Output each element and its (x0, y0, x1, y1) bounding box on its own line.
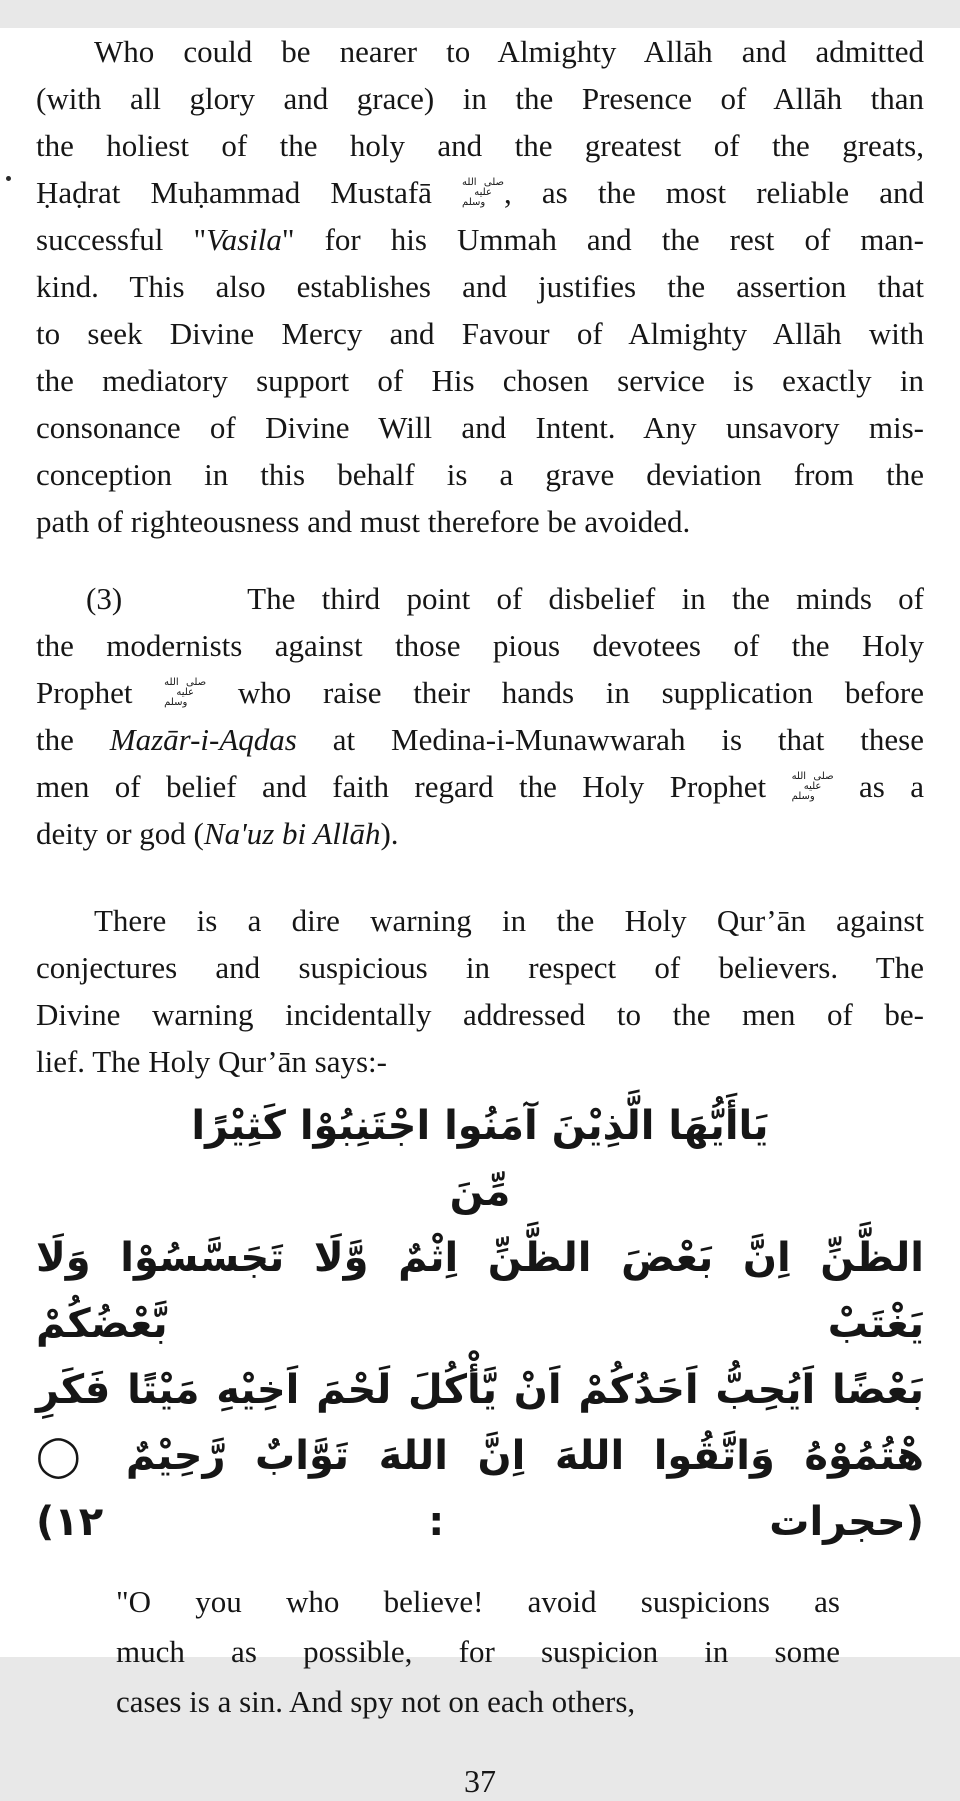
text-run: at Medina-i-Munawwarah is that these (296, 722, 925, 757)
text-line (36, 75, 924, 122)
text-line (36, 357, 924, 404)
quran-arabic-line: هْتُمُوْهُ وَاتَّقُوا اللهَ اِنَّ اللهَ تَوَّابٌ رَّحِيْمٌ ◯ (حجرات : ۱۲) (36, 1433, 924, 1545)
italic-term: Vasila (206, 222, 282, 257)
quran-arabic-line: الظَّنِّ اِنَّ بَعْضَ الظَّنِّ اِثْمٌ وَّلَا تَجَسَّسُوْا وَلَا يَغْتَبْ بَّعْضُكُمْ (36, 1235, 924, 1347)
text-run: " for his Ummah and the rest of man- (281, 222, 924, 257)
body-paragraphs (36, 28, 924, 1085)
text-line (36, 451, 924, 498)
text-run: the modernists against those pious devotees of the Holy (36, 628, 924, 663)
text-run: Ḥaḍrat Muḥammad Mustafā (36, 175, 463, 210)
quran-verse-block (36, 1093, 924, 1555)
text-run: Divine warning incidentally addressed to the men of be- (36, 997, 924, 1032)
text-run: There is a dire warning in the Holy Qur’ān against (94, 903, 924, 938)
text-run: the mediatory support of His chosen service is exactly in (36, 363, 924, 398)
text-line (36, 404, 924, 451)
text-line (36, 622, 924, 669)
text-run: consonance of Divine Will and Intent. Any unsavory mis- (36, 410, 924, 445)
text-run: lief. The Holy Qur’ān says:- (36, 1044, 387, 1079)
text-line (36, 498, 924, 545)
text-run: Prophet (36, 675, 165, 710)
para-third-point (36, 575, 924, 857)
text-line (36, 310, 924, 357)
text-run: The third point of disbelief in the minds of (247, 581, 924, 616)
text-run: the (36, 722, 110, 757)
text-run: (3) (86, 581, 123, 616)
text-line (36, 28, 924, 75)
italic-term: Mazār-i-Aqdas (109, 722, 297, 757)
para-dire-warning (36, 897, 924, 1085)
text-line (36, 575, 924, 622)
page-number: 37 (464, 1763, 496, 1799)
text-line (36, 263, 924, 310)
quran-arabic-line: يَاأَيُّهَا الَّذِيْنَ آمَنُوا اجْتَنِبُوْا كَثِيْرًا مِّنَ (191, 1103, 769, 1215)
sallallahu-alayhi-wasallam-icon: صلى الله عليه وسلم (462, 176, 505, 208)
text-run: who raise their hands in supplication before (206, 675, 924, 710)
para-nearness-to-allah (36, 28, 924, 545)
italic-term: Na'uz bi Allāh (203, 816, 381, 851)
scan-speck (6, 176, 11, 181)
text-line (36, 716, 924, 763)
text-line (36, 1038, 924, 1085)
text-line (36, 216, 924, 263)
content (36, 28, 924, 1801)
book-page (0, 28, 960, 1799)
text-line (36, 669, 924, 716)
text-run: kind. This also establishes and justifies the assertion that (36, 269, 924, 304)
translation-line: much as possible, for suspicion in some (116, 1634, 840, 1669)
translation-line: "O you who believe! avoid suspicions as (116, 1584, 840, 1619)
text-run: path of righteousness and must therefore be avoided. (36, 504, 691, 539)
verse-translation-block (116, 1577, 840, 1727)
text-line (36, 944, 924, 991)
text-run: , as the most reliable and (504, 175, 924, 210)
text-run: as a (833, 769, 924, 804)
translation-line: cases is a sin. And spy not on each others, (116, 1684, 636, 1719)
text-run: deity or god ( (36, 816, 204, 851)
text-line (36, 991, 924, 1038)
text-run: conjectures and suspicious in respect of believers. The (36, 950, 924, 985)
text-run: successful " (36, 222, 207, 257)
text-line (36, 810, 924, 857)
sallallahu-alayhi-wasallam-icon: صلى الله عليه وسلم (791, 770, 834, 802)
text-run: Who could be nearer to Almighty Allāh and admitted (94, 34, 924, 69)
text-run: to seek Divine Mercy and Favour of Almighty Allāh with (36, 316, 924, 351)
text-line (36, 897, 924, 944)
text-run: ). (380, 816, 399, 851)
inline-gap (36, 608, 86, 609)
inline-gap (122, 608, 247, 609)
text-run: conception in this behalf is a grave deviation from the (36, 457, 924, 492)
text-line (36, 122, 924, 169)
text-run: the holiest of the holy and the greatest of the greats, (36, 128, 924, 163)
text-run: men of belief and faith regard the Holy Prophet (36, 769, 792, 804)
quran-arabic-line: بَعْضًا اَيُحِبُّ اَحَدُكُمْ اَنْ يَّأْكُلَ لَحْمَ اَخِيْهِ مَيْتًا فَكَرِ (36, 1367, 924, 1413)
sallallahu-alayhi-wasallam-icon: صلى الله عليه وسلم (164, 676, 207, 708)
text-line (36, 169, 924, 216)
text-run: (with all glory and grace) in the Presence of Allāh than (36, 81, 924, 116)
text-line (36, 763, 924, 810)
